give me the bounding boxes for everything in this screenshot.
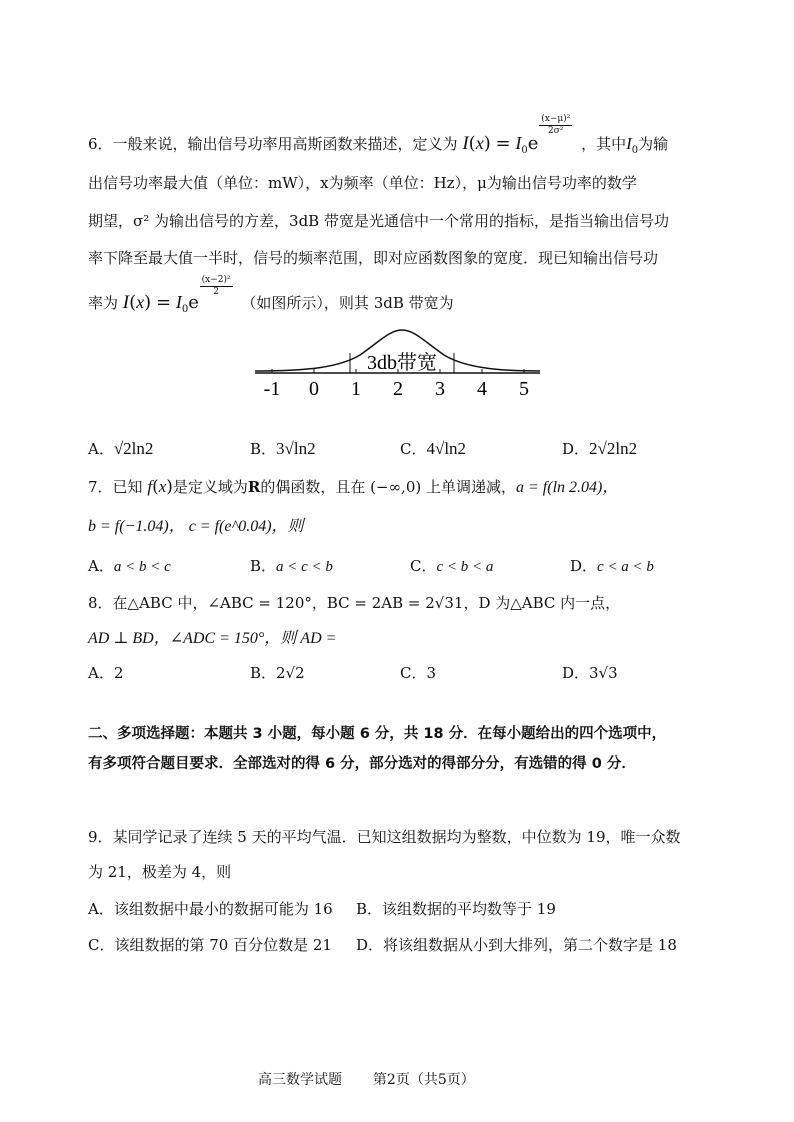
tick-label: 5 (519, 378, 529, 400)
q7-option-d[interactable]: D．c < a < b (570, 557, 654, 575)
q8-line1: 8．在△ABC 中，∠ABC = 120°，BC = 2AB = 2√31，D 为△ABC 内一点， (88, 594, 621, 612)
q6-text: 6．一般来说，输出信号功率用高斯函数来描述，定义为 (88, 135, 458, 153)
q6-line4: 率下降至最大值一半时，信号的频率范围，即对应函数图象的宽度．现已知输出信号功 (88, 249, 659, 267)
gaussian-bandwidth-chart (250, 325, 550, 405)
section2-heading-line1: 二、多项选择题：本题共 3 小题，每小题 6 分，共 18 分．在每小题给出的四个选项中， (88, 726, 667, 742)
q9-option-a[interactable]: A．该组数据中最小的数据可能为 16 (88, 900, 333, 918)
q8-line2: AD ⊥ BD，∠ADC = 150°，则 AD = (88, 630, 337, 647)
tick-label: 3 (435, 378, 445, 400)
formula-I-x: I (462, 133, 469, 154)
q9-option-b[interactable]: B．该组数据的平均数等于 19 (356, 900, 556, 918)
q7-option-c[interactable]: C．c < b < a (410, 557, 494, 575)
q6-line5: 率为 $I(x) = I_0e$ $\frac{\text{(x−2)²}}{2}$ （如图所示），则其 3dB 带宽为 (88, 274, 454, 315)
section2-heading-line2: 有多项符合题目要求．全部选对的得 6 分，部分选对的得部分分，有选错的得 0 分． (88, 756, 636, 772)
q8-option-a[interactable]: A．2 (88, 664, 124, 682)
footer-page-number: 第2页（共5页） (372, 1072, 475, 1088)
tick-label: -1 (263, 378, 281, 400)
q7-line1: 7．已知 f(x)是定义域为R的偶函数，且在 (−∞,0) 上单调递减，a = f(ln 2.04)， (88, 477, 619, 497)
page-footer (258, 1069, 475, 1089)
tick-label: 4 (477, 378, 487, 400)
q6-option-a[interactable]: A．√2ln2 (88, 439, 154, 458)
exponent-fraction-2: $\frac{\text{(x−2)²}}{2}$ (201, 274, 231, 297)
q7-option-b[interactable]: B．a < c < b (250, 557, 333, 575)
q6-line3: 期望，σ² 为输出信号的方差，3dB 带宽是光通信中一个常用的指标，是指当输出信号功 (88, 212, 669, 230)
q8-option-d[interactable]: D．3√3 (562, 664, 618, 682)
q6-option-c[interactable]: C．4√ln2 (400, 439, 467, 458)
q8-option-b[interactable]: B．2√2 (250, 664, 305, 682)
q6-option-b[interactable]: B．3√ln2 (250, 439, 316, 458)
q6-option-d[interactable]: D．2√2ln2 (562, 439, 638, 458)
q9-line2: 为 21，极差为 4，则 (88, 863, 232, 881)
q9-option-c[interactable]: C．该组数据的第 70 百分位数是 21 (88, 936, 332, 954)
tick-label: 1 (351, 378, 361, 400)
q7-option-a[interactable]: A．a < b < c (88, 557, 171, 575)
tick-label: 2 (393, 378, 403, 400)
q6-line2: 出信号功率最大值（单位：mW），x为频率（单位：Hz），μ为输出信号功率的数学 (88, 174, 637, 192)
bandwidth-label: 3db带宽 (367, 352, 437, 374)
q9-line1: 9．某同学记录了连续 5 天的平均气温．已知这组数据均为整数，中位数为 19，唯一众数 (88, 828, 681, 846)
q9-option-d[interactable]: D．将该组数据从小到大排列，第二个数字是 18 (356, 936, 677, 954)
exponent-fraction: $\frac{\text{(x−μ)²}}{\text{2σ²}}$ (541, 113, 571, 136)
footer-title: 高三数学试题 (258, 1072, 342, 1088)
q8-option-c[interactable]: C．3 (400, 664, 437, 682)
tick-label: 0 (309, 378, 319, 400)
q6-line1: 6．一般来说，输出信号功率用高斯函数来描述，定义为 $I(x) = I_0e$ $\frac{\text{(x−μ)²}}{\text{2σ²}}$ ，其中$I_0$为输 (88, 113, 669, 156)
q7-line2: b = f(−1.04)， c = f(e^0.04)，则 (88, 518, 304, 535)
